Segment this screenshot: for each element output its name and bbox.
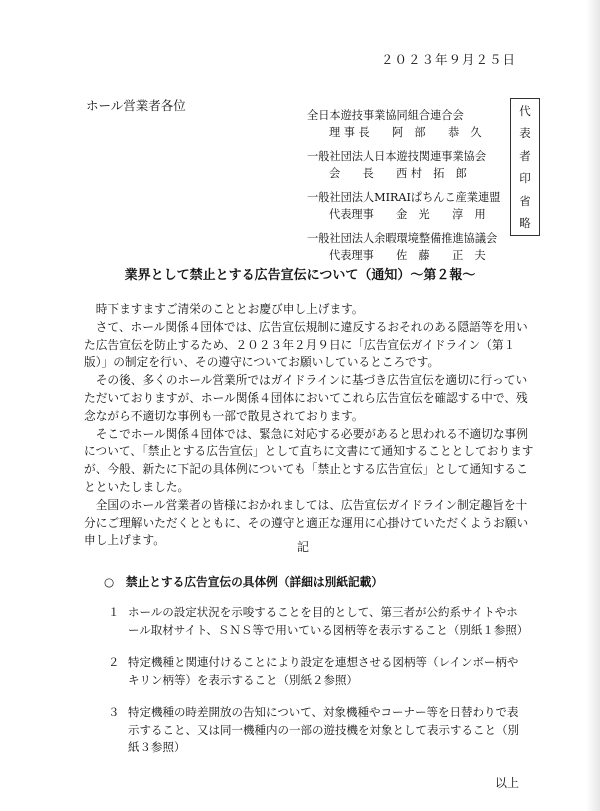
item-number: ３ xyxy=(108,705,120,719)
page-edge-shadow xyxy=(586,0,600,811)
sender-entry xyxy=(307,107,500,141)
sender-representative: 理 事 長 阿 部 恭 久 xyxy=(329,126,482,139)
paragraph: その後、多くのホール営業所ではガイドラインに基づき広告宣伝を適切に行っていただいておりますが、ホール関係４団体においてこれら広告宣伝を確認する中で、残念ながら不適切な事例も一部で散見されております。 xyxy=(84,373,528,423)
item-number: １ xyxy=(108,605,120,619)
body-text xyxy=(84,301,534,550)
item-text: 特定機種と関連付けることにより設定を連想させる図柄等（レインボー柄やキリン柄等）を表示すること（別紙２参照） xyxy=(128,655,519,687)
seal-char: 印 xyxy=(519,171,531,185)
sender-entry xyxy=(307,148,500,182)
list-heading: ○ 禁止とする広告宣伝の具体例（詳細は別紙記載） xyxy=(104,575,384,589)
sender-entry xyxy=(307,230,500,264)
document-date: ２０２３年９月２５日 xyxy=(380,52,516,67)
sender-org: 一般社団法人MIRAIぱちんこ産業連盟 xyxy=(307,191,501,204)
document-title: 業界として禁止とする広告宣伝について（通知）〜第２報〜 xyxy=(124,268,476,283)
list-item xyxy=(108,604,528,639)
sender-representative: 会 長 西 村 拓 郎 xyxy=(329,167,467,180)
seal-omitted-box xyxy=(510,98,540,236)
sender-representative: 代表理事 佐 藤 正 夫 xyxy=(329,249,486,262)
paragraph: 時下ますますご清栄のこととお慶び申し上げます。 xyxy=(95,302,364,316)
seal-char: 表 xyxy=(519,126,531,140)
seal-char: 代 xyxy=(519,103,531,118)
sender-block xyxy=(307,107,500,271)
sender-org: 一般社団法人余暇環境整備推進協議会 xyxy=(307,232,498,245)
closing-mark: 以上 xyxy=(495,776,520,790)
sender-org: 全日本遊技事業協同組合連合会 xyxy=(307,109,464,122)
sender-representative: 代表理事 金 光 淳 用 xyxy=(329,208,486,221)
sender-org: 一般社団法人日本遊技関連事業協会 xyxy=(307,150,487,163)
item-text: ホールの設定状況を示唆することを目的として、第三者が公約系サイトやホール取材サイト、ＳＮＳ等で用いている図柄等を表示すること（別紙１参照） xyxy=(128,605,529,637)
sender-entry xyxy=(307,189,500,223)
paragraph: そこでホール関係４団体では、緊急に対応する必要があると思われる不適切な事例について、「禁止とする広告宣伝」として直ちに文書にて通知することとしておりますが、今般、新たに下記の具体例についても「禁止とする広告宣伝」として通知することといたしました。 xyxy=(84,426,534,494)
seal-char: 省 xyxy=(519,193,531,208)
seal-char: 者 xyxy=(519,148,531,163)
ki-heading: 記 xyxy=(297,540,310,554)
paragraph: さて、ホール関係４団体では、広告宣伝規制に違反するおそれのある隠語等を用いた広告宣伝を防止するため、２０２３年２月９日に「広告宣伝ガイドライン（第１版）」の制定を行い、その遵守についてお願いしているところです。 xyxy=(84,319,528,370)
list-item xyxy=(108,704,528,757)
addressee: ホール営業者各位 xyxy=(86,98,186,113)
paragraph: 全国のホール営業者の皆様におかれましては、広告宣伝ガイドライン制定趣旨を十分にご理解いただくとともに、その遵守と適正な運用に心掛けていただくようお願い申し上げます。 xyxy=(84,497,529,548)
list-item xyxy=(108,654,528,689)
example-list xyxy=(108,604,528,772)
item-number: ２ xyxy=(108,655,120,669)
seal-char: 略 xyxy=(519,216,531,230)
item-text: 特定機種の時差開放の告知について、対象機種やコーナー等を日替わりで表示すること、又は同一機種内の一部の遊技機を対象として表示すること（別紙３参照） xyxy=(128,705,519,754)
